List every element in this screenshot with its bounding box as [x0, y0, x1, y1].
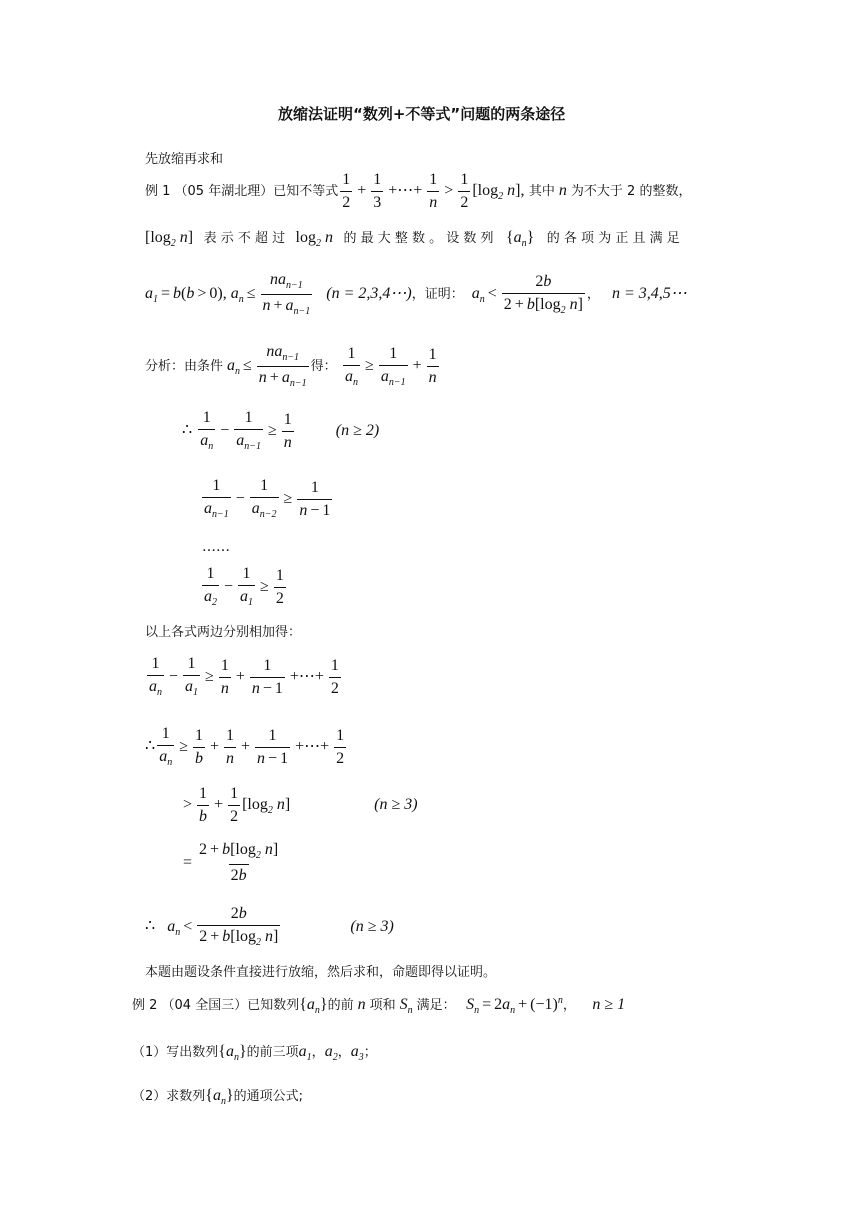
step-2: $\frac{1}{a_{n-1}}$ − $\frac{1}{a_{n-2}}$ ≥ $\frac{1}{n - 1}$ — [204, 477, 331, 520]
step-7-cond: (n ≥ 3) — [350, 917, 394, 935]
ex1-inequality: $\frac{1}{2}$ + $\frac{1}{3}$ +⋯+ $\frac{1}{n}$ > $\frac{1}{2}$ [$\log_2$ n], — [342, 171, 525, 211]
ex2-q1a: （1）写出数列 — [132, 1045, 219, 1060]
step-5: > $\frac{1}{b}$ + $\frac{1}{2}$ [$\log_2$ n] (n ≥ 3) — [183, 785, 418, 825]
ex2-q2: （2）求数列$\{a_n\}$的通项公式; — [132, 1087, 304, 1107]
step-3: $\frac{1}{a_2}$ − $\frac{1}{a_1}$ ≥ $\frac{1}{2}$ — [204, 565, 284, 608]
analysis-label: 分析：由条件 — [145, 359, 224, 375]
sum-text: 以上各式两边分别相加得： — [145, 625, 302, 640]
ex2-q2a: （2）求数列 — [132, 1089, 206, 1104]
step-4: ∴ $\frac{1}{a_n}$ ≥ $\frac{1}{b}$ + $\frac{1}{n}$ + $\frac{1}{n - 1}$ +⋯+ $\frac{1}{2}$ — [145, 725, 345, 768]
ex2-mid: 的前 — [327, 998, 354, 1013]
ex1-line2c: 的 各 项 为 正 且 满 足 — [546, 231, 680, 246]
ex1-line2a: 表 示 不 超 过 — [203, 231, 286, 246]
ex2-mid3: 满足： — [416, 998, 456, 1013]
section-heading: 先放缩再求和 — [145, 152, 224, 167]
ex2-q1b: 的前三项 — [246, 1045, 299, 1060]
ex1-line2: [$\log_2$ n] 表 示 不 超 过 $\log_2 n$ 的 最 大 整 数 。 设 数 列 $\{a_n\}$ 的 各 项 为 正 且 满 足 — [145, 229, 680, 249]
ellipsis: …… — [202, 539, 230, 555]
ex2-intro: 例 2 （04 全国三）已知数列 — [132, 998, 300, 1013]
ex2-mid2: 项和 — [369, 998, 396, 1013]
ex1-mid2: 为不大于 2 的整数， — [570, 184, 692, 200]
analysis-get: 得： — [310, 359, 337, 375]
document-title: 放缩法证明“数列+不等式”问题的两条途径 — [278, 105, 566, 123]
ex2-q1: （1）写出数列$\{a_n\}$的前三项$a_1$，$a_2$，$a_3$； — [132, 1043, 377, 1063]
ex1-cond-range: (n = 2,3,4⋯) — [326, 285, 412, 303]
ex1-condition: $a_1 = b(b > 0)$, $a_n$ ≤ $na_{n-1}$ $n + a_{n-1}$ (n = 2,3,4⋯)，证明： $a_n$ < $\frac{2b}{2 + b[\log_2 n]}$ ， n = 3,4,5⋯ — [145, 271, 687, 317]
ex1-line2b: 的 最 大 整 数 。 设 数 列 — [343, 231, 494, 246]
sum-result: $\frac{1}{a_n}$ − $\frac{1}{a_1}$ ≥ $\frac{1}{n}$ + $\frac{1}{n - 1}$ +⋯+ $\frac{1}{2}$ — [149, 655, 339, 698]
ex1-intro: 例 1 （05 年湖北理）已知不等式 — [145, 184, 339, 200]
step-1-cond: (n ≥ 2) — [335, 421, 380, 439]
analysis-line: 分析：由条件 $a_n$ ≤ $na_{n-1}$ $n + a_{n-1}$ 得： $\frac{1}{a_n}$ ≥ $\frac{1}{a_{n-1}}$ + $\frac{1}{n}$ — [145, 343, 437, 389]
ex2-q2b: 的通项公式; — [233, 1089, 304, 1104]
conclusion: 本题由题设条件直接进行放缩，然后求和，命题即得以证明。 — [145, 965, 497, 980]
step-7: ∴ $a_n$ < $\frac{2b}{2 + b[\log_2 n]}$ (n ≥ 3) — [145, 905, 394, 948]
ex2-cond: n ≥ 1 — [592, 996, 626, 1013]
ex1-mid1: 其中 — [528, 184, 555, 200]
ex1-line1: 例 1 （05 年湖北理）已知不等式 $\frac{1}{2}$ + $\frac{1}{3}$ +⋯+ $\frac{1}{n}$ > $\frac{1}{2}$ [$\log_2$ n], 其中 n 为不大于 2 的整数， — [145, 171, 692, 211]
ex2-line: 例 2 （04 全国三）已知数列$\{a_n\}$的前 n 项和 $S_n$ 满足： $S_n = 2a_n + (-1)^n$， n ≥ 1 — [132, 995, 626, 1016]
ex1-prove: ，证明： — [411, 287, 464, 303]
step-1: ∴ $\frac{1}{a_n}$ − $\frac{1}{a_{n-1}}$ ≥ $\frac{1}{n}$ (n ≥ 2) — [182, 409, 380, 452]
step-6: = $\frac{2 + b[\log_2 n]}{2b}$ — [183, 841, 279, 884]
step-5-cond: (n ≥ 3) — [374, 796, 418, 814]
ex1-range: n = 3,4,5⋯ — [611, 285, 687, 303]
